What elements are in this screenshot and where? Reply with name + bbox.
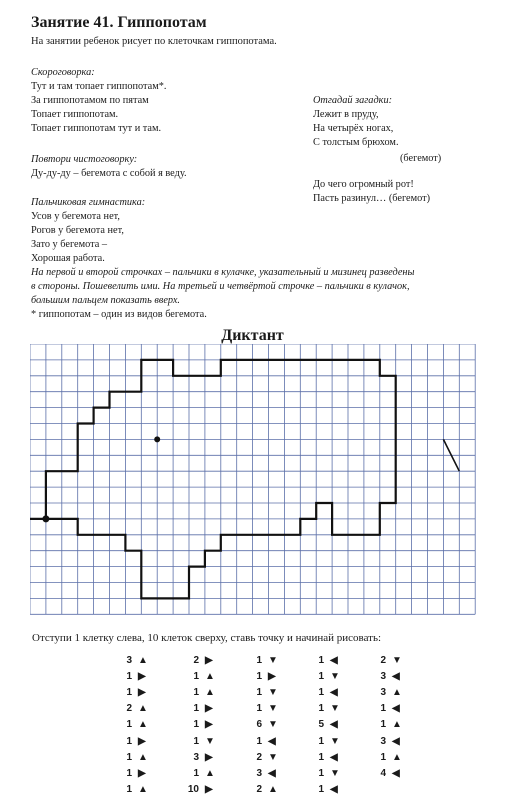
- dictation-step: [372, 668, 408, 684]
- arrow-down-icon: ▼: [268, 686, 278, 698]
- dictation-step: [118, 765, 154, 781]
- dictation-step: [372, 701, 408, 717]
- arrow-up-icon: ▲: [392, 686, 402, 698]
- arrow-up-icon: ▲: [392, 719, 402, 731]
- step-count: 1: [318, 670, 324, 682]
- dictation-step: [372, 652, 408, 668]
- step-count: 1: [318, 767, 324, 779]
- step-count: 3: [193, 751, 199, 763]
- dictation-step: [372, 733, 408, 749]
- dictation-step: [185, 765, 221, 781]
- arrow-right-icon: ▶: [205, 784, 213, 796]
- dictation-step: [372, 749, 408, 765]
- text-line: Лежит в пруду,: [313, 109, 379, 120]
- dictation-step: [185, 717, 221, 733]
- arrow-up-icon: ▲: [205, 767, 215, 779]
- dictation-step: [248, 782, 284, 798]
- step-count: 1: [318, 654, 324, 666]
- step-count: 1: [256, 654, 262, 666]
- hippo-eye: [154, 436, 160, 442]
- dictation-step: [310, 652, 346, 668]
- step-count: 1: [193, 670, 199, 682]
- step-count: 1: [193, 719, 199, 731]
- arrow-up-icon: ▲: [138, 751, 148, 763]
- step-count: 1: [380, 703, 386, 715]
- arrow-up-icon: ▲: [205, 686, 215, 698]
- dictation-step: [248, 668, 284, 684]
- step-count: 1: [318, 686, 324, 698]
- dictation-column: [372, 652, 408, 798]
- step-count: 1: [318, 735, 324, 747]
- dictation-step: [372, 782, 408, 798]
- arrow-left-icon: ◀: [330, 686, 338, 698]
- arrow-right-icon: ▶: [205, 654, 213, 666]
- gym-note-line: На первой и второй строчках – пальчики в кулачке, указательный и мизинец разведены: [31, 267, 415, 278]
- arrow-left-icon: ◀: [268, 767, 276, 779]
- riddles-heading: Отгадай загадки:: [313, 95, 393, 106]
- dictation-step: [118, 733, 154, 749]
- dictation-step: [118, 749, 154, 765]
- arrow-left-icon: ◀: [392, 703, 400, 715]
- finger-gym-heading: Пальчиковая гимнастика:: [31, 197, 146, 208]
- footnote: * гиппопотам – один из видов бегемота.: [31, 309, 207, 320]
- arrow-left-icon: ◀: [392, 767, 400, 779]
- gym-note-line: большим пальцем показать вверх.: [31, 295, 180, 306]
- dictation-step: [118, 717, 154, 733]
- step-count: 2: [256, 784, 262, 796]
- arrow-up-icon: ▲: [138, 654, 148, 666]
- dictation-step: [118, 684, 154, 700]
- arrow-right-icon: ▶: [138, 735, 146, 747]
- arrow-right-icon: ▶: [205, 703, 213, 715]
- step-count: 1: [318, 751, 324, 763]
- dictation-step: [185, 749, 221, 765]
- arrow-down-icon: ▼: [392, 654, 402, 666]
- arrow-down-icon: ▼: [268, 703, 278, 715]
- dictation-column: [185, 652, 221, 798]
- step-count: 1: [126, 670, 132, 682]
- intro-text: На занятии ребенок рисует по клеточкам гиппопотама.: [31, 36, 277, 47]
- text-line: С толстым брюхом.: [313, 137, 399, 148]
- dictation-step: [310, 749, 346, 765]
- arrow-left-icon: ◀: [268, 735, 276, 747]
- chant-heading: Повтори чистоговорку:: [31, 154, 138, 165]
- dictation-step: [372, 684, 408, 700]
- dictation-step: [310, 684, 346, 700]
- page-title: Занятие 41. Гиппопотам: [31, 14, 207, 31]
- text-line: За гиппопотамом по пятам: [31, 95, 149, 106]
- dictation-step: [185, 652, 221, 668]
- arrow-left-icon: ◀: [392, 670, 400, 682]
- arrow-right-icon: ▶: [205, 719, 213, 731]
- arrow-right-icon: ▶: [138, 767, 146, 779]
- step-count: 2: [380, 654, 386, 666]
- step-count: 3: [126, 654, 132, 666]
- arrow-left-icon: ◀: [330, 654, 338, 666]
- dictation-step: [372, 765, 408, 781]
- dictation-step: [248, 749, 284, 765]
- dictation-step: [372, 717, 408, 733]
- text-line: Рогов у бегемота нет,: [31, 225, 124, 236]
- dictation-step: [310, 765, 346, 781]
- step-count: 3: [380, 670, 386, 682]
- step-count: 1: [256, 670, 262, 682]
- start-dot: [42, 515, 49, 522]
- step-count: 2: [126, 703, 132, 715]
- step-count: 5: [318, 719, 324, 731]
- dictation-step: [185, 782, 221, 798]
- step-count: 1: [126, 767, 132, 779]
- dictation-step: [248, 765, 284, 781]
- dictation-step: [248, 717, 284, 733]
- dictation-step: [185, 701, 221, 717]
- gym-note-line: в стороны. Пошевелить ими. На третьей и четвёртой строчке – пальчики в кулачок,: [31, 281, 410, 292]
- hippo-grid-drawing: [30, 344, 478, 622]
- dictation-step: [118, 652, 154, 668]
- arrow-down-icon: ▼: [330, 670, 340, 682]
- text-line: Хорошая работа.: [31, 253, 105, 264]
- dictation-step: [118, 668, 154, 684]
- arrow-left-icon: ◀: [330, 719, 338, 731]
- hippo-outline: [30, 360, 396, 599]
- text-line: Тут и там топает гиппопотам*.: [31, 81, 167, 92]
- dictation-step: [310, 701, 346, 717]
- arrow-down-icon: ▼: [205, 735, 215, 747]
- step-count: 1: [256, 703, 262, 715]
- dictation-step: [310, 733, 346, 749]
- dictation-step: [310, 717, 346, 733]
- text-line: На четырёх ногах,: [313, 123, 394, 134]
- step-count: 1: [318, 703, 324, 715]
- step-count: 1: [126, 735, 132, 747]
- arrow-up-icon: ▲: [268, 784, 278, 796]
- step-count: 1: [126, 784, 132, 796]
- dictation-step: [185, 684, 221, 700]
- text-line: Топает гиппопотам.: [31, 109, 119, 120]
- step-count: 10: [187, 784, 199, 796]
- arrow-down-icon: ▼: [330, 767, 340, 779]
- dictation-column: [248, 652, 284, 798]
- dictation-column: [118, 652, 154, 798]
- arrow-left-icon: ◀: [330, 784, 338, 796]
- step-count: 2: [256, 751, 262, 763]
- step-count: 4: [380, 767, 386, 779]
- step-count: 1: [126, 751, 132, 763]
- dictation-step: [248, 684, 284, 700]
- arrow-up-icon: ▲: [392, 751, 402, 763]
- dictation-step: [310, 668, 346, 684]
- step-count: 1: [256, 735, 262, 747]
- arrow-left-icon: ◀: [392, 735, 400, 747]
- arrow-left-icon: ◀: [330, 751, 338, 763]
- dictation-step: [185, 668, 221, 684]
- arrow-down-icon: ▼: [268, 719, 278, 731]
- step-count: 1: [193, 703, 199, 715]
- text-line: Ду-ду-ду – бегемота с собой я веду.: [31, 168, 187, 179]
- arrow-down-icon: ▼: [268, 654, 278, 666]
- step-count: 3: [380, 735, 386, 747]
- step-count: 1: [380, 751, 386, 763]
- step-count: 1: [193, 686, 199, 698]
- step-count: 1: [126, 719, 132, 731]
- text-line: Усов у бегемота нет,: [31, 211, 120, 222]
- step-count: 1: [380, 719, 386, 731]
- tongue-twister-heading: Скороговорка:: [31, 67, 95, 78]
- arrow-right-icon: ▶: [205, 751, 213, 763]
- dictation-column: [310, 652, 346, 798]
- step-count: 1: [193, 735, 199, 747]
- riddle-answer: (бегемот): [400, 153, 442, 164]
- text-line: До чего огромный рот!: [313, 179, 414, 190]
- dictation-title: Диктант: [221, 327, 284, 344]
- step-count: 1: [193, 767, 199, 779]
- arrow-up-icon: ▲: [138, 719, 148, 731]
- step-count: 1: [318, 784, 324, 796]
- step-count: 3: [256, 767, 262, 779]
- arrow-right-icon: ▶: [138, 686, 146, 698]
- step-count: 2: [193, 654, 199, 666]
- dictation-step: [118, 701, 154, 717]
- text-line: Зато у бегемота –: [31, 239, 108, 250]
- dictation-step: [248, 733, 284, 749]
- arrow-right-icon: ▶: [138, 670, 146, 682]
- arrow-down-icon: ▼: [268, 751, 278, 763]
- dictation-step: [185, 733, 221, 749]
- dictation-step: [248, 701, 284, 717]
- text-line: Пасть разинул… (бегемот): [313, 193, 431, 204]
- dictation-step: [310, 782, 346, 798]
- arrow-up-icon: ▲: [205, 670, 215, 682]
- arrow-up-icon: ▲: [138, 784, 148, 796]
- step-count: 6: [256, 719, 262, 731]
- arrow-down-icon: ▼: [330, 703, 340, 715]
- arrow-right-icon: ▶: [268, 670, 276, 682]
- dictation-step: [118, 782, 154, 798]
- dictation-instruction: Отступи 1 клетку слева, 10 клеток сверху, ставь точку и начинай рисовать:: [32, 632, 382, 644]
- step-count: 1: [126, 686, 132, 698]
- arrow-down-icon: ▼: [330, 735, 340, 747]
- dictation-step: [248, 652, 284, 668]
- step-count: 3: [380, 686, 386, 698]
- step-count: 1: [256, 686, 262, 698]
- text-line: Топает гиппопотам тут и там.: [31, 123, 162, 134]
- arrow-up-icon: ▲: [138, 703, 148, 715]
